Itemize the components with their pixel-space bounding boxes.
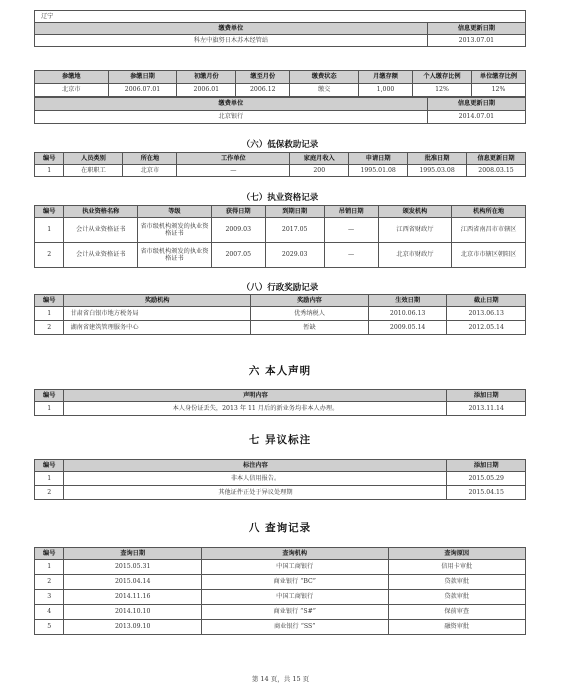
table-cell: 省市级机构颁发的执业资格证书 bbox=[138, 243, 212, 268]
table-cell: 江西省南昌市市辖区 bbox=[452, 218, 526, 243]
section-title-awards: （八）行政奖励记录 bbox=[241, 283, 319, 293]
table-cell: 2006.07.01 bbox=[108, 84, 177, 97]
update-date-cell: 2013.07.01 bbox=[427, 35, 525, 47]
header-cell: 编号 bbox=[35, 295, 64, 307]
header-cell: 编号 bbox=[35, 390, 64, 402]
header-cell: 等级 bbox=[138, 206, 212, 218]
table-cell: 甘肃省白银市地方税务局 bbox=[64, 307, 251, 321]
table-cell: 2009.05.14 bbox=[368, 321, 447, 335]
table-cell: 省市级机构颁发的执业资格证书 bbox=[138, 218, 212, 243]
header-cell: 月缴存额 bbox=[359, 71, 413, 84]
table-cell: 1 bbox=[35, 560, 64, 575]
table-cell: 2007.05 bbox=[211, 243, 265, 268]
table-cell: 2015.04.14 bbox=[64, 575, 201, 590]
table-cell: 湖南省建筑管理服务中心 bbox=[64, 321, 251, 335]
header-cell: 缴至月份 bbox=[236, 71, 290, 84]
page-number: 第 14 页，共 15 页 bbox=[251, 675, 310, 683]
header-cell: 查询机构 bbox=[201, 548, 388, 560]
unit-name-cell: 科左中旗努日木苏木经管站 bbox=[35, 35, 428, 47]
table-cell: 融资审批 bbox=[388, 620, 526, 635]
table-row bbox=[35, 472, 526, 486]
table-cell: 2014.10.10 bbox=[64, 605, 201, 620]
header-cell: 标注内容 bbox=[64, 460, 447, 472]
table-cell: 非本人信用报告。 bbox=[64, 472, 447, 486]
table-cell: 北京银行 bbox=[35, 111, 428, 124]
table-cell: 北京市 bbox=[35, 84, 109, 97]
table-cell: 优秀纳税人 bbox=[251, 307, 369, 321]
table-row bbox=[35, 486, 526, 500]
header-cell: 人员类别 bbox=[64, 153, 123, 165]
header-cell: 生效日期 bbox=[368, 295, 447, 307]
table-cell: 信用卡审批 bbox=[388, 560, 526, 575]
table-cell: 1 bbox=[35, 218, 64, 243]
table-cell: 2015.05.31 bbox=[64, 560, 201, 575]
table-cell: 12% bbox=[413, 84, 472, 97]
header-cell: 编号 bbox=[35, 548, 64, 560]
table-cell: 2017.05 bbox=[265, 218, 324, 243]
table-cell: 2015.04.15 bbox=[447, 486, 526, 500]
header-cell: 添加日期 bbox=[447, 460, 526, 472]
header-cell: 缴费状态 bbox=[290, 71, 359, 84]
table-cell: 2010.06.13 bbox=[368, 307, 447, 321]
header-cell: 工作单位 bbox=[177, 153, 290, 165]
section-title-subsidy: （六）低保救助记录 bbox=[241, 140, 319, 150]
subsidy-table bbox=[34, 152, 526, 177]
table-cell: 2012.05.14 bbox=[447, 321, 526, 335]
section-title-query: 八 查询记录 bbox=[248, 522, 312, 534]
table-row bbox=[35, 590, 526, 605]
header-cell: 奖励机构 bbox=[64, 295, 251, 307]
table-cell: 2014.07.01 bbox=[427, 111, 525, 124]
pension-table bbox=[34, 70, 526, 124]
table-cell: 2009.03 bbox=[211, 218, 265, 243]
table-cell: 北京市市辖区朝阳区 bbox=[452, 243, 526, 268]
table-cell: 3 bbox=[35, 590, 64, 605]
table-cell: 保前审查 bbox=[388, 605, 526, 620]
table-cell: 2013.06.13 bbox=[447, 307, 526, 321]
table-row bbox=[35, 620, 526, 635]
header-cell: 颁发机构 bbox=[378, 206, 452, 218]
table-row bbox=[35, 243, 526, 268]
header-cell: 机构所在地 bbox=[452, 206, 526, 218]
table-row bbox=[35, 402, 526, 416]
qualification-table bbox=[34, 205, 526, 268]
header-cell: 编号 bbox=[35, 153, 64, 165]
objection-table bbox=[34, 459, 526, 500]
table-cell: 在职职工 bbox=[64, 165, 123, 177]
header-cell: 参缴地 bbox=[35, 71, 109, 84]
table-row bbox=[35, 575, 526, 590]
table-cell: 4 bbox=[35, 605, 64, 620]
header-cell: 初缴月份 bbox=[177, 71, 236, 84]
table-cell: 缴交 bbox=[290, 84, 359, 97]
table-cell: 江西省财政厅 bbox=[378, 218, 452, 243]
table-cell: 北京市 bbox=[123, 165, 177, 177]
table-cell: 中国工商银行 bbox=[201, 590, 388, 605]
table-cell: 2 bbox=[35, 243, 64, 268]
header-cell: 信息更新日期 bbox=[427, 23, 525, 35]
table-row bbox=[35, 218, 526, 243]
table-cell: 1 bbox=[35, 165, 64, 177]
header-cell: 编号 bbox=[35, 460, 64, 472]
table-cell: 1,000 bbox=[359, 84, 413, 97]
prev-row-cell: 辽宁 bbox=[35, 11, 526, 23]
statement-table bbox=[34, 389, 526, 416]
section-title-objection: 七 异议标注 bbox=[248, 434, 312, 446]
header-cell: 信息更新日期 bbox=[467, 153, 526, 165]
table-cell: 商业银行 “BC” bbox=[201, 575, 388, 590]
header-cell: 参缴日期 bbox=[108, 71, 177, 84]
table-row bbox=[35, 605, 526, 620]
header-cell: 单位缴存比例 bbox=[471, 71, 525, 84]
table-row bbox=[35, 307, 526, 321]
header-cell: 到期日期 bbox=[265, 206, 324, 218]
table-cell: 贷款审批 bbox=[388, 590, 526, 605]
table-cell: 1 bbox=[35, 402, 64, 416]
header-cell: 执业资格名称 bbox=[64, 206, 138, 218]
table-cell: 暂缺 bbox=[251, 321, 369, 335]
table-row bbox=[35, 560, 526, 575]
unit-table-top bbox=[34, 22, 526, 47]
table-cell: 其他证件正处于异议处理期 bbox=[64, 486, 447, 500]
table-cell: 北京市财政厅 bbox=[378, 243, 452, 268]
table-cell: 2013.11.14 bbox=[447, 402, 526, 416]
table-cell: 2 bbox=[35, 321, 64, 335]
table-cell: — bbox=[324, 218, 378, 243]
header-cell: 添加日期 bbox=[447, 390, 526, 402]
header-cell: 声明内容 bbox=[64, 390, 447, 402]
table-cell: 2 bbox=[35, 575, 64, 590]
header-cell: 信息更新日期 bbox=[427, 98, 525, 111]
table-cell: — bbox=[177, 165, 290, 177]
table-cell: 商业银行 “S#” bbox=[201, 605, 388, 620]
table-cell: 5 bbox=[35, 620, 64, 635]
table-cell: — bbox=[324, 243, 378, 268]
header-cell: 获得日期 bbox=[211, 206, 265, 218]
table-cell: 商业银行 “SS” bbox=[201, 620, 388, 635]
header-cell: 奖励内容 bbox=[251, 295, 369, 307]
table-cell: 2014.11.16 bbox=[64, 590, 201, 605]
table-cell: 贷款审批 bbox=[388, 575, 526, 590]
header-cell: 缴费单位 bbox=[35, 98, 428, 111]
header-cell: 申请日期 bbox=[349, 153, 408, 165]
awards-table bbox=[34, 294, 526, 335]
table-cell: 1995.01.08 bbox=[349, 165, 408, 177]
table-cell: 1995.03.08 bbox=[408, 165, 467, 177]
header-cell: 家庭月收入 bbox=[290, 153, 349, 165]
table-row bbox=[35, 321, 526, 335]
table-cell: 会计从业资格证书 bbox=[64, 243, 138, 268]
table-cell: 2015.05.29 bbox=[447, 472, 526, 486]
table-cell: 中国工商银行 bbox=[201, 560, 388, 575]
query-table bbox=[34, 547, 526, 635]
header-cell: 个人缴存比例 bbox=[413, 71, 472, 84]
header-cell: 吊销日期 bbox=[324, 206, 378, 218]
table-cell: 200 bbox=[290, 165, 349, 177]
header-cell: 所在地 bbox=[123, 153, 177, 165]
table-cell: 2006.12 bbox=[236, 84, 290, 97]
header-cell: 缴费单位 bbox=[35, 23, 428, 35]
section-title-qualification: （七）执业资格记录 bbox=[241, 193, 319, 203]
table-cell: 2 bbox=[35, 486, 64, 500]
header-cell: 编号 bbox=[35, 206, 64, 218]
table-cell: 2013.09.10 bbox=[64, 620, 201, 635]
section-title-statement: 六 本人声明 bbox=[248, 365, 312, 377]
table-cell: 2029.03 bbox=[265, 243, 324, 268]
table-cell: 12% bbox=[471, 84, 525, 97]
header-cell: 查询日期 bbox=[64, 548, 201, 560]
table-cell: 2008.03.15 bbox=[467, 165, 526, 177]
table-cell: 2006.01 bbox=[177, 84, 236, 97]
table-row bbox=[35, 165, 526, 177]
header-cell: 截止日期 bbox=[447, 295, 526, 307]
table-cell: 会计从业资格证书 bbox=[64, 218, 138, 243]
table-cell: 本人身份证丢失，2013 年 11 月后的新业务均非本人办理。 bbox=[64, 402, 447, 416]
header-cell: 查询原因 bbox=[388, 548, 526, 560]
header-cell: 批准日期 bbox=[408, 153, 467, 165]
table-cell: 1 bbox=[35, 472, 64, 486]
table-cell: 1 bbox=[35, 307, 64, 321]
